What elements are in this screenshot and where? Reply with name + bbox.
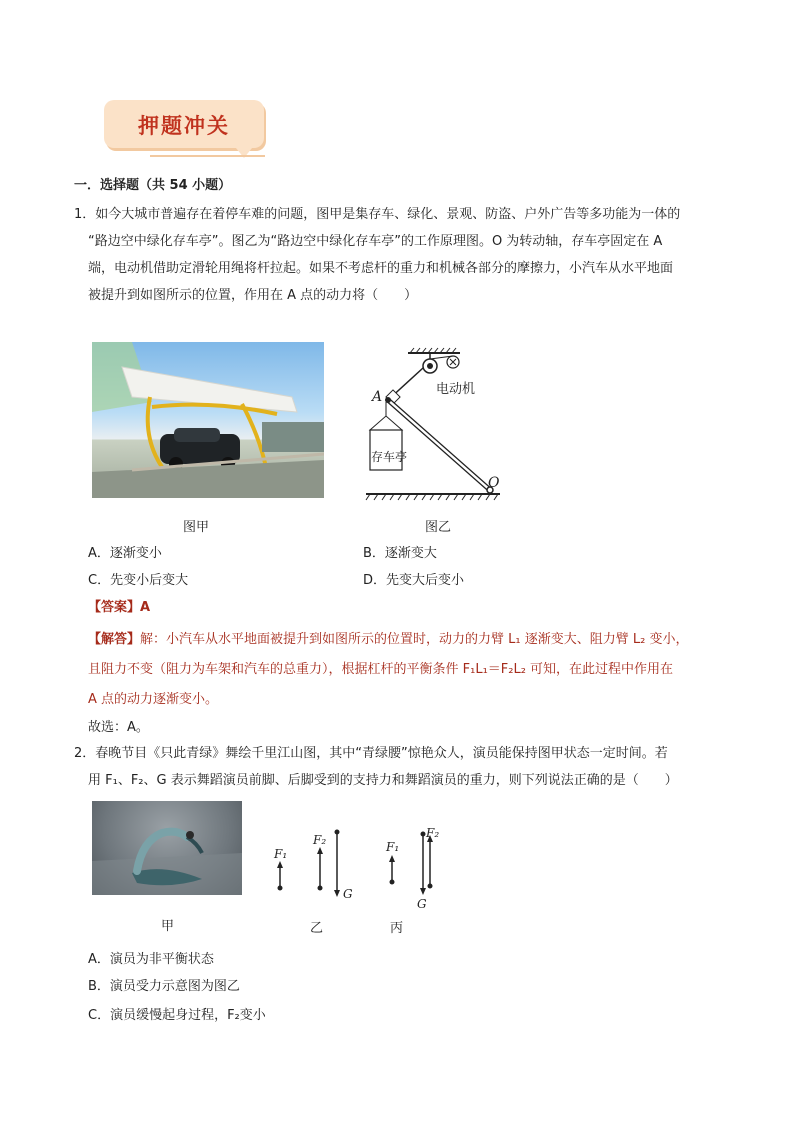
q1-line-2: “路边空中绿化存车亭”。图乙为“路边空中绿化存车亭”的工作原理图。O 为转动轴，存车亭固定在 A (88, 234, 663, 249)
yi-label-f2: F₂ (313, 833, 327, 847)
figure-b-caption: 图乙 (425, 520, 452, 535)
q1-option-b[interactable]: B．逐渐变大 (363, 546, 437, 561)
figure-yi-caption: 乙 (310, 921, 324, 936)
section-badge (104, 100, 264, 148)
q1-option-c[interactable]: C．先变小后变大 (88, 573, 189, 588)
label-booth: 存车亭 (371, 450, 408, 464)
answer-value: A (140, 600, 151, 615)
figure-a-photo (92, 342, 324, 498)
q1-line-3: 端，电动机借助定滑轮用绳将杆拉起。如果不考虑杆的重力和机械各部分的摩擦力，小汽车从水平地面 (88, 261, 674, 276)
q1-analysis-line-1 (88, 626, 688, 653)
label-a: A (372, 389, 383, 405)
q1-option-a[interactable]: A．逐渐变小 (88, 546, 162, 561)
bing-label-f1: F₁ (386, 840, 400, 854)
label-o: O (488, 475, 500, 491)
q1-conclusion: 故选：A。 (88, 720, 149, 735)
figure-bing-caption: 丙 (390, 921, 404, 936)
q1-option-d[interactable]: D．先变大后变小 (363, 573, 465, 588)
figure-jia-photo (92, 801, 242, 895)
figure-jia-caption: 甲 (161, 919, 175, 934)
answer-tag: 【答案】 (88, 600, 141, 615)
analysis-text-1: 解：小汽车从水平地面被提升到如图所示的位置时，动力的力臂 L₁ 逐渐变大、阻力臂 L₂ 变小， (140, 632, 689, 647)
q1-answer (88, 594, 150, 621)
yi-label-g: G (343, 887, 353, 901)
q1-analysis-line-2: 且阻力不变（阻力为车架和汽车的总重力），根据杠杆的平衡条件 F₁L₁＝F₂L₂ 可知，在此过程中作用在 (88, 662, 674, 677)
bing-label-f2: F₂ (426, 826, 440, 840)
q1-line-1: 1．如今大城市普遍存在着停车难的问题，图甲是集存车、绿化、景观、防盗、户外广告等多功能为一体的 (74, 207, 681, 222)
analysis-tag: 【解答】 (88, 632, 141, 647)
badge-underline (150, 155, 265, 157)
bing-label-g: G (417, 897, 427, 911)
q2-option-c[interactable]: C．演员缓慢起身过程，F₂变小 (88, 1008, 266, 1023)
q1-line-4: 被提升到如图所示的位置，作用在 A 点的动力将（ ） (88, 288, 418, 303)
figure-bing-diagram (380, 826, 450, 906)
figure-a-caption: 图甲 (183, 520, 210, 535)
q2-option-a[interactable]: A．演员为非平衡状态 (88, 952, 214, 967)
badge-title: 押题冲关 (138, 114, 230, 138)
q2-line-2: 用 F₁、F₂、G 表示舞蹈演员前脚、后脚受到的支持力和舞蹈演员的重力，则下列说法正确的是（ ） (88, 773, 678, 788)
q2-line-1: 2．春晚节目《只此青绿》舞绘千里江山图，其中“青绿腰”惊艳众人，演员能保持图甲状态一定时间。若 (74, 746, 668, 761)
q1-analysis-line-3: A 点的动力逐渐变小。 (88, 692, 219, 707)
q2-option-b[interactable]: B．演员受力示意图为图乙 (88, 979, 240, 994)
section-title: 一．选择题（共 54 小题） (74, 178, 232, 193)
yi-label-f1: F₁ (274, 847, 288, 861)
label-motor: 电动机 (436, 382, 476, 397)
